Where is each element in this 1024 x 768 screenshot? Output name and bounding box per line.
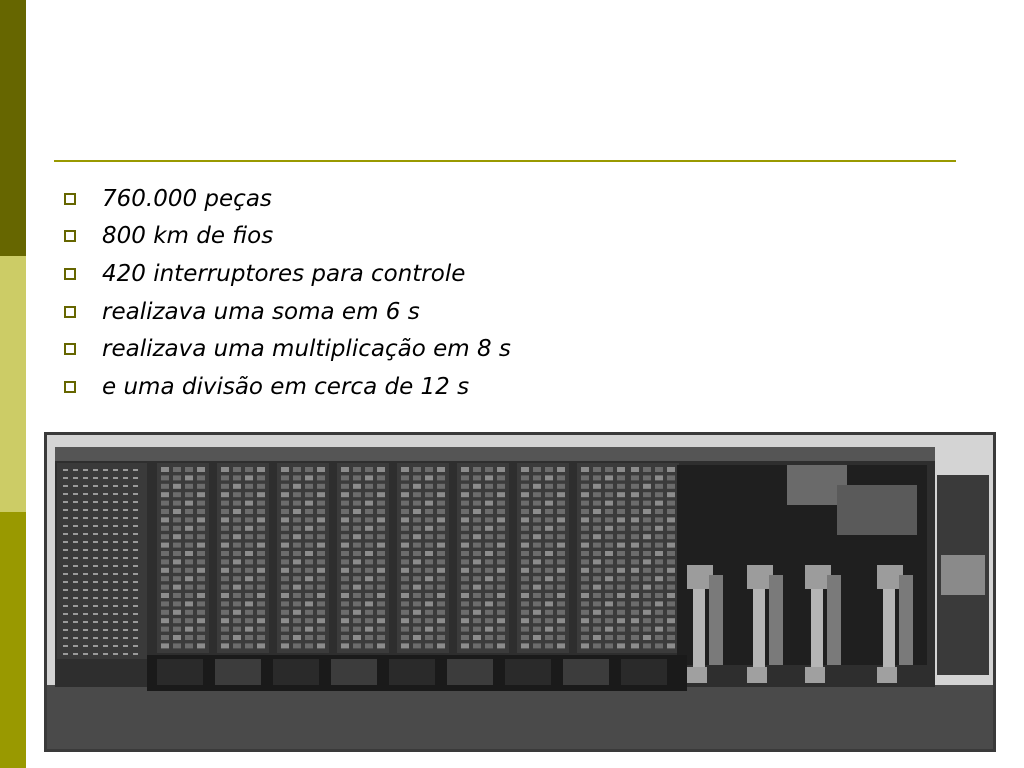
- hollow-square-bullet-icon: [64, 268, 76, 280]
- list-item: [64, 330, 511, 368]
- sidebar-band-dark: [0, 0, 26, 256]
- bullet-text: realizava uma multiplicação em 8 s: [102, 336, 511, 363]
- bullet-text: 800 km de fios: [102, 223, 274, 250]
- hollow-square-bullet-icon: [64, 343, 76, 355]
- sidebar-band-olive: [0, 512, 26, 768]
- hollow-square-bullet-icon: [64, 230, 76, 242]
- hollow-square-bullet-icon: [64, 193, 76, 205]
- computer-photo-illustration: [47, 435, 993, 749]
- hollow-square-bullet-icon: [64, 306, 76, 318]
- list-item: [64, 218, 511, 256]
- hollow-square-bullet-icon: [64, 381, 76, 393]
- list-item: [64, 180, 511, 218]
- bullet-text: realizava uma soma em 6 s: [102, 298, 420, 325]
- bullet-text: 420 interruptores para controle: [102, 260, 466, 287]
- title-divider-line: [54, 160, 956, 162]
- computer-photo: [44, 432, 996, 752]
- sidebar-band-light: [0, 256, 26, 512]
- bullet-text: e uma divisão em cerca de 12 s: [102, 373, 470, 400]
- left-decorative-bar: [0, 0, 26, 768]
- list-item: [64, 368, 511, 406]
- bullet-text: 760.000 peças: [102, 185, 272, 212]
- bullet-list: [64, 180, 511, 406]
- list-item: [64, 293, 511, 331]
- list-item: [64, 255, 511, 293]
